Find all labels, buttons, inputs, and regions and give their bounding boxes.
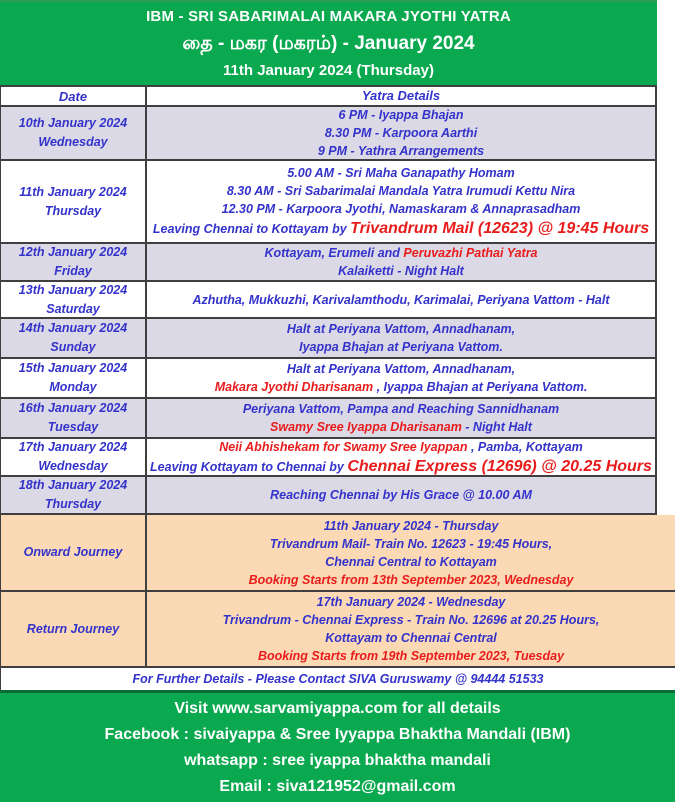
- detail-line: [147, 142, 655, 160]
- date-text: 12th January 2024: [18, 245, 128, 259]
- table-row: [0, 282, 657, 319]
- row-details-cell: [147, 515, 675, 590]
- footer-email-line: Email : siva121952@gmail.com: [219, 777, 456, 795]
- table-header-row: [0, 85, 657, 107]
- row-date-cell: [1, 282, 147, 317]
- table-row: [0, 592, 675, 668]
- detail-line: [147, 517, 675, 535]
- detail-line: [147, 262, 655, 280]
- detail-line: [147, 535, 675, 553]
- detail-segment: Swamy Sree Iyappa Dharisanam: [270, 420, 462, 434]
- detail-segment: Chennai Central to Kottayam: [325, 554, 497, 569]
- detail-line: [147, 106, 655, 124]
- banner-key-date-line: 11th January 2024 (Thursday): [223, 62, 434, 79]
- banner-tamil-month-line: தை - மகர (மகரம்) - January 2024: [182, 33, 475, 54]
- detail-line: [147, 218, 655, 239]
- table-row: [0, 439, 657, 477]
- detail-segment: 12.30 PM - Karpoora Jyothi, Namaskaram & Annaprasadham: [221, 202, 581, 216]
- row-details-cell: [147, 439, 655, 475]
- detail-line: [147, 553, 675, 571]
- date-text: Return Journey: [26, 621, 120, 636]
- detail-segment: , Iyappa Bhajan at Periyana Vattom.: [376, 380, 588, 394]
- row-details-cell: [147, 282, 655, 317]
- detail-line: [147, 124, 655, 142]
- row-details-cell: [147, 399, 655, 437]
- detail-segment: Booking Starts from 19th September 2023, Tuesday: [257, 649, 565, 663]
- row-details-cell: [147, 359, 655, 397]
- date-text: Sunday: [50, 340, 96, 354]
- detail-line: [147, 438, 655, 456]
- detail-line: [147, 400, 655, 418]
- date-text: 11th January 2024: [19, 184, 127, 199]
- detail-segment: Halt at Periyana Vattom, Annadhanam,: [286, 362, 516, 376]
- detail-line: [147, 200, 655, 218]
- detail-segment: Neii Abhishekam for Swamy Sree Iyappan: [219, 439, 471, 454]
- row-details-cell: [147, 161, 655, 242]
- date-text: Wednesday: [38, 459, 108, 473]
- detail-segment: Leaving Chennai to Kottayam by: [152, 222, 351, 236]
- detail-line: [147, 647, 675, 665]
- detail-segment: Peruvazhi Pathai Yatra: [403, 246, 538, 260]
- footer-banner: [0, 690, 675, 802]
- date-text: Onward Journey: [23, 545, 123, 559]
- detail-segment: Halt at Periyana Vattom, Annadhanam,: [286, 322, 516, 336]
- banner-title: IBM - SRI SABARIMALAI MAKARA JYOTHI YATRA: [146, 8, 511, 25]
- row-date-cell: [1, 592, 147, 666]
- detail-line: [147, 291, 655, 309]
- row-details-cell: [147, 244, 655, 280]
- row-date-cell: [1, 161, 147, 242]
- detail-line: [147, 244, 655, 262]
- detail-line: [147, 571, 675, 589]
- date-text: Monday: [49, 380, 97, 394]
- detail-line: [147, 629, 675, 647]
- row-details-cell: [147, 107, 655, 159]
- detail-segment: 8.30 PM - Karpoora Aarthi: [324, 126, 478, 140]
- table-row: [0, 107, 657, 161]
- detail-segment: 9 PM - Yathra Arrangements: [317, 144, 485, 158]
- date-text: Thursday: [44, 203, 102, 218]
- date-text: Wednesday: [38, 135, 108, 149]
- row-details-cell: [147, 477, 655, 513]
- column-header-date: Date: [1, 87, 147, 105]
- row-details-cell: [147, 592, 675, 666]
- date-text: 15th January 2024: [18, 361, 128, 375]
- date-text: 13th January 2024: [18, 282, 128, 297]
- date-text: Friday: [54, 264, 92, 278]
- table-row: [0, 244, 657, 282]
- row-date-cell: [1, 319, 147, 357]
- footer-website-line: Visit www.sarvamiyappa.com for all details: [174, 699, 501, 717]
- row-date-cell: [1, 515, 147, 590]
- detail-line: [147, 320, 655, 338]
- row-date-cell: [1, 477, 147, 513]
- table-row: [0, 359, 657, 399]
- detail-segment: Chennai Express (12696) @ 20.25 Hours: [347, 457, 652, 475]
- detail-segment: 5.00 AM - Sri Maha Ganapathy Homam: [287, 166, 515, 180]
- date-text: 18th January 2024: [18, 478, 128, 492]
- table-row: [0, 399, 657, 439]
- row-date-cell: [1, 107, 147, 159]
- detail-line: [147, 486, 655, 504]
- contact-row: For Further Details - Please Contact SIVA Guruswamy @ 94444 51533: [0, 668, 675, 690]
- detail-segment: Reaching Chennai by His Grace @ 10.00 AM: [270, 488, 532, 502]
- table-row: [0, 161, 657, 244]
- detail-segment: Booking Starts from 13th September 2023, Wednesday: [248, 572, 574, 587]
- detail-line: [147, 164, 655, 182]
- table-row: [0, 319, 657, 359]
- detail-line: [147, 593, 675, 611]
- date-text: 14th January 2024: [18, 321, 128, 335]
- footer-facebook-line: Facebook : sivaiyappa & Sree Iyyappa Bhaktha Mandali (IBM): [104, 725, 571, 743]
- date-text: Thursday: [44, 497, 102, 511]
- table-row: [0, 477, 657, 515]
- table-row: [0, 515, 675, 592]
- detail-segment: Azhutha, Mukkuzhi, Karivalamthodu, Karimalai, Periyana Vattom - Halt: [192, 292, 610, 307]
- detail-line: [147, 378, 655, 396]
- detail-segment: Kalaiketti - Night Halt: [338, 264, 464, 278]
- detail-segment: , Pamba, Kottayam: [470, 439, 583, 454]
- date-text: 16th January 2024: [18, 401, 128, 415]
- detail-segment: 17th January 2024 - Wednesday: [316, 595, 506, 609]
- detail-segment: 11th January 2024 - Thursday: [323, 518, 499, 533]
- detail-segment: Trivandrum - Chennai Express - Train No. 12696 at 20.25 Hours,: [222, 613, 600, 627]
- date-text: 17th January 2024: [18, 440, 128, 454]
- row-details-cell: [147, 319, 655, 357]
- detail-line: [147, 360, 655, 378]
- detail-line: [147, 182, 655, 200]
- footer-whatsapp-line: whatsapp : sree iyappa bhaktha mandali: [184, 751, 491, 769]
- row-date-cell: [1, 439, 147, 475]
- detail-segment: Trivandrum Mail- Train No. 12623 - 19:45 Hours,: [269, 536, 553, 551]
- row-date-cell: [1, 399, 147, 437]
- detail-segment: Trivandrum Mail (12623) @ 19:45 Hours: [350, 220, 650, 237]
- detail-segment: Makara Jyothi Dharisanam: [214, 380, 377, 394]
- detail-segment: 8.30 AM - Sri Sabarimalai Mandala Yatra Irumudi Kettu Nira: [226, 184, 576, 198]
- column-header-yatra-details: Yatra Details: [361, 88, 441, 103]
- detail-segment: Periyana Vattom, Pampa and Reaching Sannidhanam: [242, 402, 560, 416]
- date-text: 10th January 2024: [18, 116, 128, 130]
- date-text: Saturday: [46, 301, 100, 316]
- detail-line: [147, 418, 655, 436]
- row-date-cell: [1, 244, 147, 280]
- detail-line: [147, 338, 655, 356]
- header-banner: [0, 0, 657, 85]
- detail-segment: Iyappa Bhajan at Periyana Vattom.: [299, 340, 503, 354]
- date-text: Tuesday: [47, 420, 99, 434]
- row-date-cell: [1, 359, 147, 397]
- detail-segment: 6 PM - Iyappa Bhajan: [338, 108, 464, 122]
- itinerary-table-body: [0, 107, 675, 668]
- detail-segment: Leaving Kottayam to Chennai by: [150, 459, 348, 474]
- detail-segment: - Night Halt: [461, 420, 532, 434]
- detail-line: [147, 456, 655, 477]
- detail-segment: Kottayam to Chennai Central: [325, 631, 497, 645]
- detail-segment: Kottayam, Erumeli and: [264, 246, 404, 260]
- detail-line: [147, 611, 675, 629]
